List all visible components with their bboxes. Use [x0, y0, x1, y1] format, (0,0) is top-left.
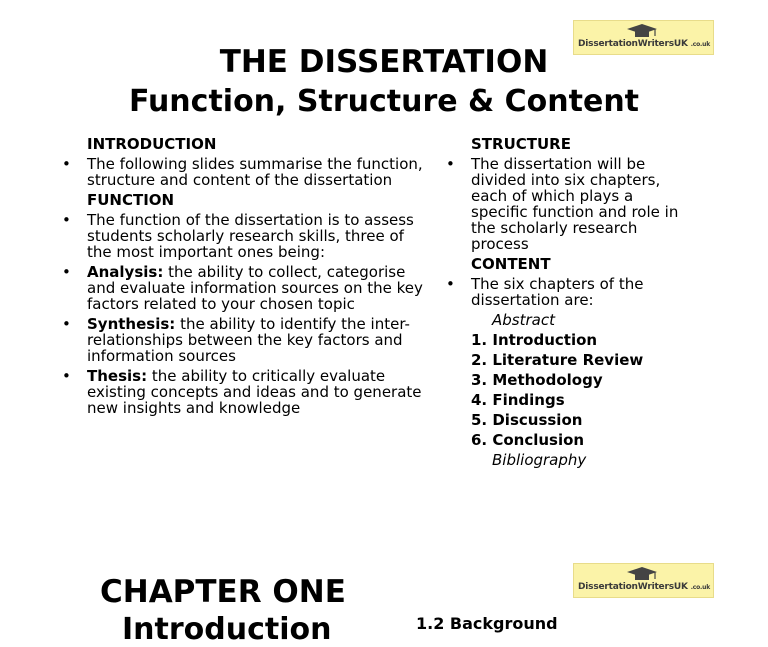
chapter-item: 6. Conclusion — [471, 431, 585, 449]
section-heading: 1.2 Background — [416, 614, 558, 633]
bibliography-label: Bibliography — [492, 451, 587, 469]
logo-text: DissertationWritersUK .co.uk — [578, 582, 710, 592]
abstract-label: Abstract — [492, 311, 555, 329]
chapter-title: CHAPTER ONE — [100, 574, 346, 610]
chapter-item: 5. Discussion — [471, 411, 583, 429]
slide-title: THE DISSERTATION — [219, 44, 549, 80]
bullet-item: • The six chapters of the dissertation are: — [446, 275, 644, 309]
left-column — [62, 136, 432, 420]
introduction-heading: INTRODUCTION — [87, 135, 217, 153]
graduation-cap-icon — [624, 23, 660, 39]
logo — [573, 563, 714, 598]
bullet-item-thesis: • Thesis: the ability to critically evaluate existing concepts and ideas and to generate new insights and knowledge — [62, 367, 422, 417]
slide-subtitle: Function, Structure & Content — [128, 84, 640, 119]
function-heading: FUNCTION — [87, 191, 175, 209]
bullet-item-synthesis: • Synthesis: the ability to identify the inter-relationships between the key factors and information sources — [62, 315, 410, 365]
chapter-item: 1. Introduction — [471, 331, 598, 349]
structure-heading: STRUCTURE — [471, 135, 571, 153]
chapter-subtitle: Introduction — [122, 612, 332, 647]
bullet-item: • The dissertation will be divided into six chapters, each of which plays a specific function and role in the scholarly research process — [446, 155, 679, 253]
graduation-cap-icon — [624, 566, 660, 582]
logo-text: DissertationWritersUK .co.uk — [578, 39, 710, 49]
chapter-item: 4. Findings — [471, 391, 565, 409]
content-heading: CONTENT — [471, 255, 551, 273]
bullet-item: • The function of the dissertation is to assess students scholarly research skills, three of the most important ones being: — [62, 211, 414, 261]
right-column — [446, 136, 686, 472]
bullet-item-analysis: • Analysis: the ability to collect, categorise and evaluate information sources on the key factors related to your chosen topic — [62, 263, 423, 313]
bullet-item: • The following slides summarise the function, structure and content of the dissertation — [62, 155, 423, 189]
chapter-item: 2. Literature Review — [471, 351, 644, 369]
chapter-item: 3. Methodology — [471, 371, 603, 389]
